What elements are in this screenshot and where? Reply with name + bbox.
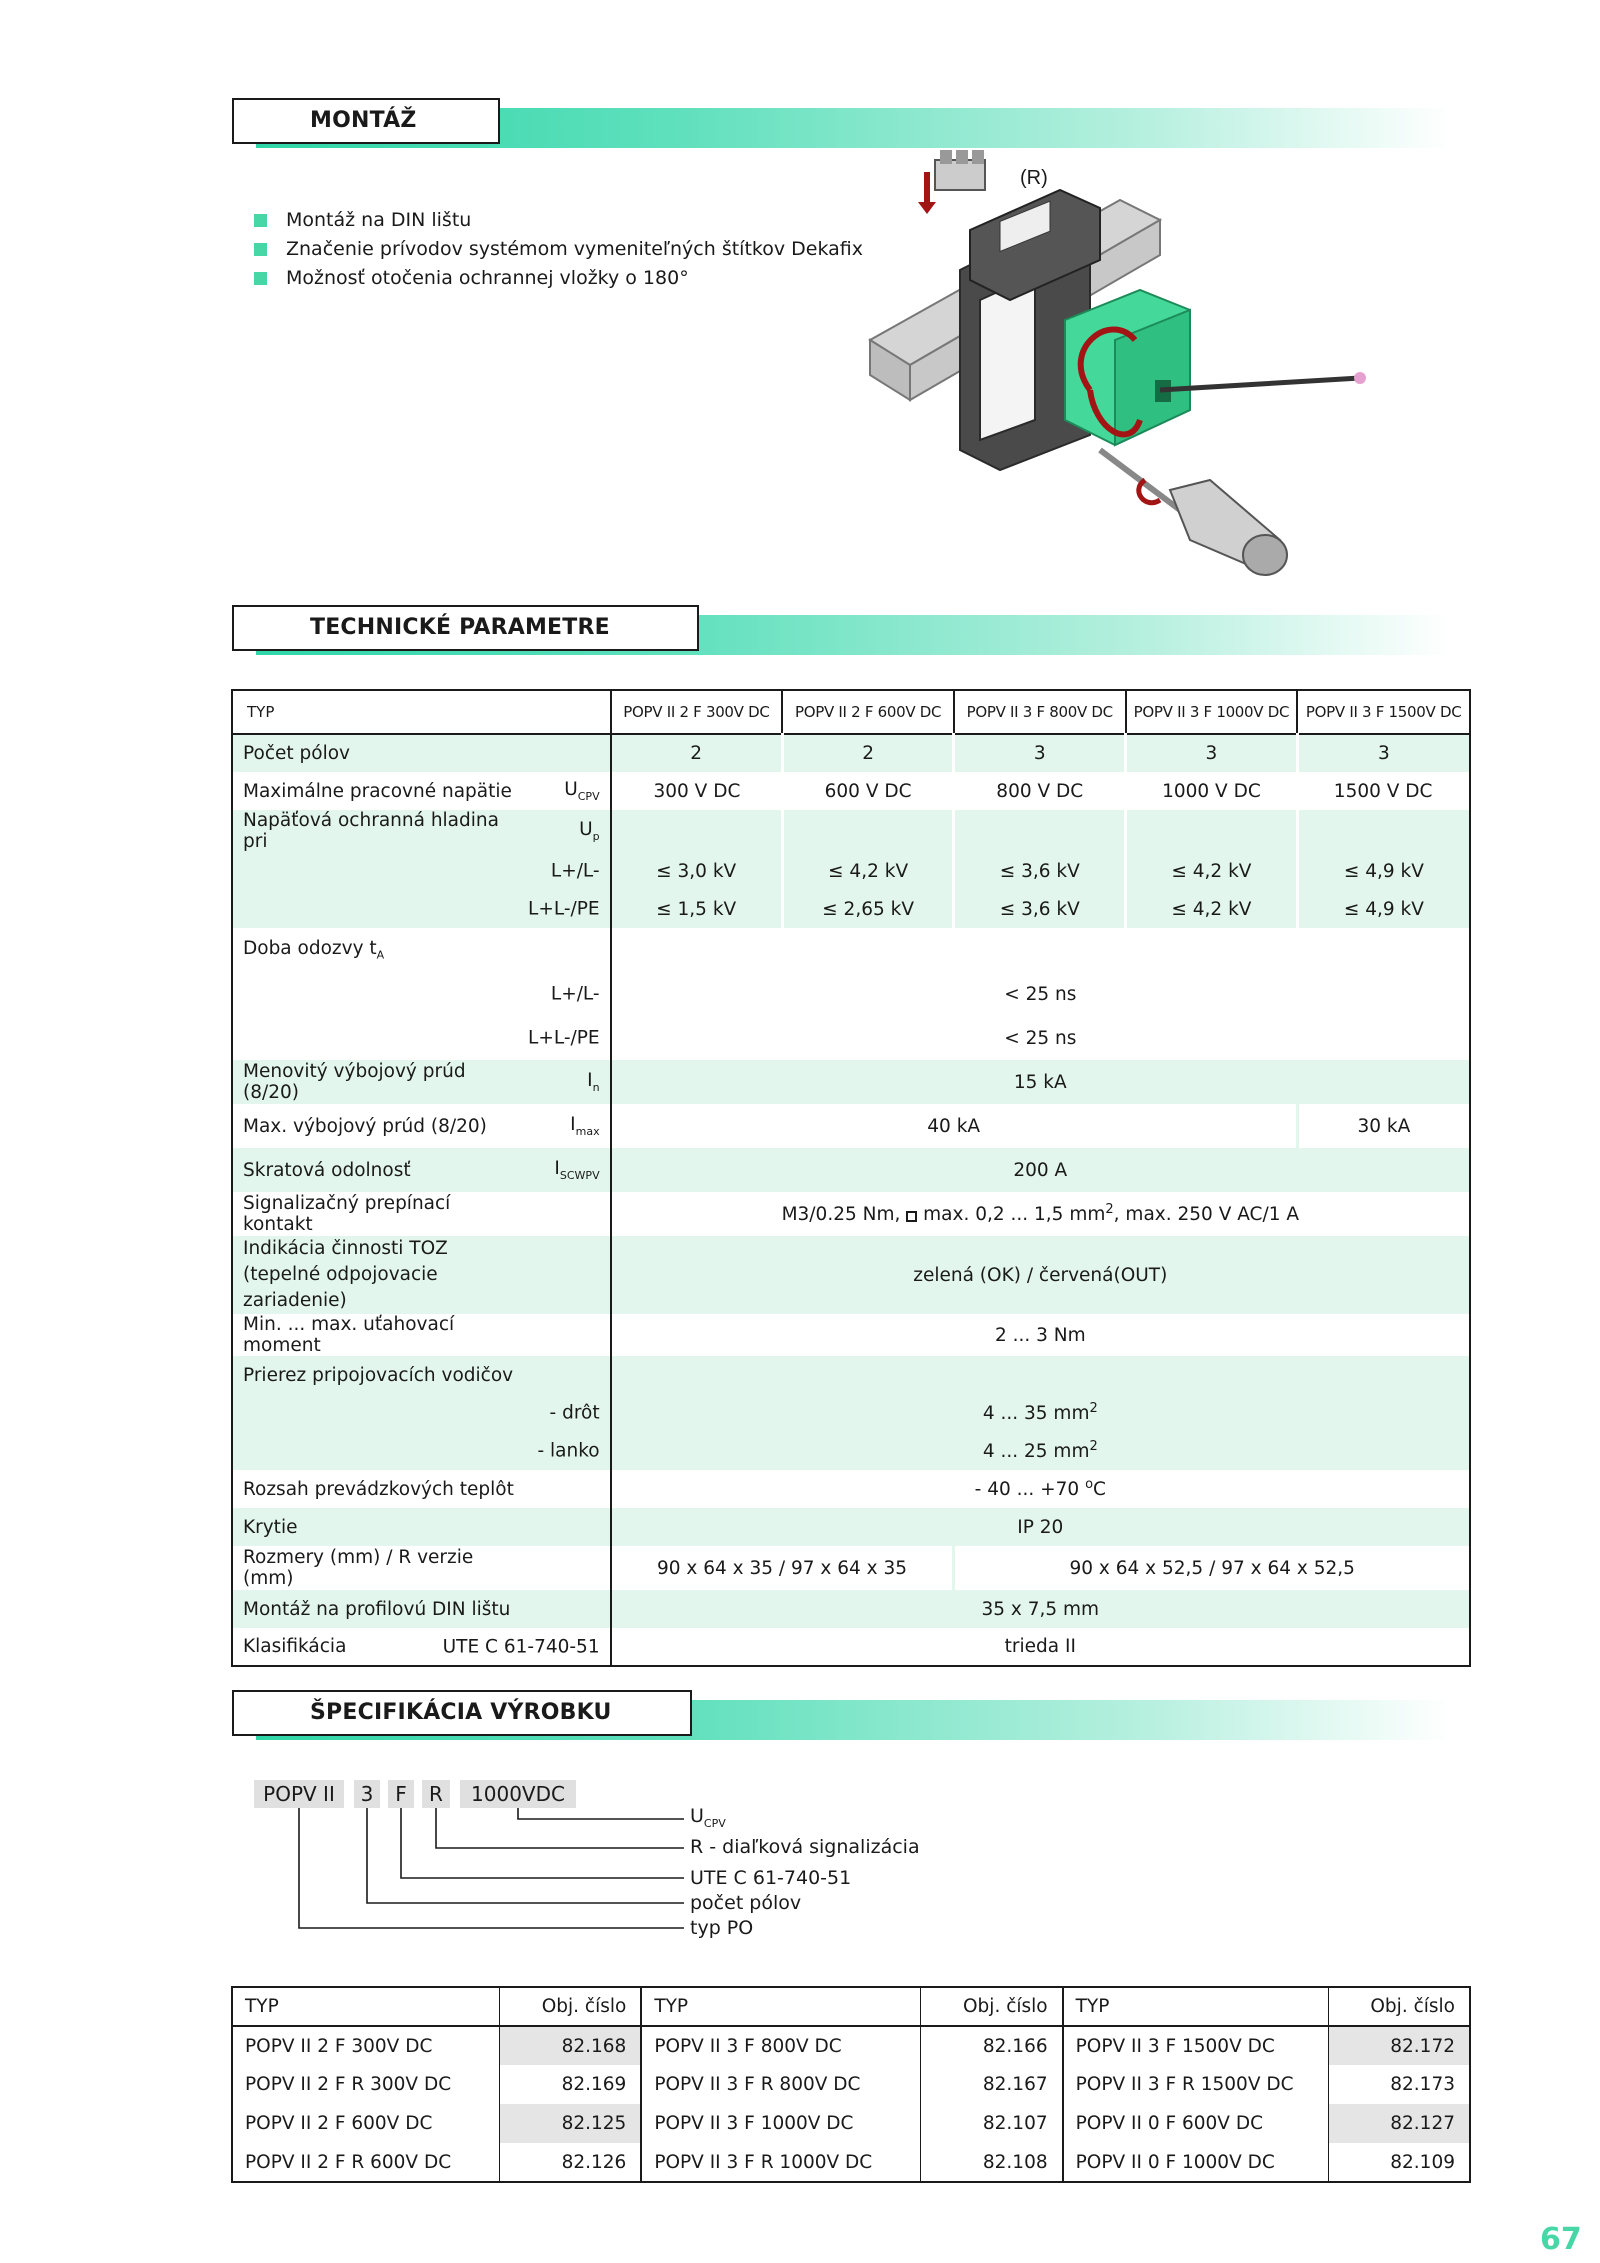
order-number-cell: 82.166 [921,2026,1063,2065]
cell-value: 2 [782,734,954,772]
section-header-montaz [232,98,1452,146]
feature-list [254,206,863,293]
row-label: Rozsah prevádzkových teplôt [232,1470,611,1508]
table-row [232,1060,1470,1104]
type-cell: POPV II 0 F 600V DC [1063,2104,1328,2143]
column-header: Obj. číslo [499,1987,641,2026]
row-label: Napäťová ochranná hladina pri $U_p$ [232,810,611,852]
type-cell: POPV II 3 F R 800V DC [641,2065,920,2104]
product-code-diagram [254,1780,974,1950]
table-row [232,2026,1470,2065]
type-cell: POPV II 3 F R 1000V DC [641,2143,920,2182]
desc-remote: R - diaľková signalizácia [690,1836,920,1858]
cell-value: 2 [611,734,783,772]
cell-value: 90 x 64 x 35 / 97 x 64 x 35 [656,1557,908,1579]
cell-value: 1500 V DC [1333,780,1433,802]
figure-label: (R) [1020,167,1048,189]
row-label: Signalizačný prepínací kontakt [232,1192,611,1236]
type-header: POPV II 2 F 300V DC [611,690,783,734]
page-number: 67 [1540,2222,1582,2257]
section-title: ŠPECIFIKÁCIA VÝROBKU [232,1690,692,1736]
table-row [232,928,1470,972]
row-label: Skratová odolnosť $I_{SCWPV}$ [232,1148,611,1192]
cell-value: ≤ 4,2 kV [782,852,954,890]
table-row [232,1192,1470,1236]
technical-parameters-table [231,689,1471,1667]
list-item: Montáž na DIN lištu [254,206,863,235]
row-label: Indikácia činnosti TOZ (tepelné odpojovacie zariadenie) [232,1236,611,1314]
section-header-tech [232,605,1452,653]
column-header: Obj. číslo [921,1987,1063,2026]
type-cell: POPV II 2 F 300V DC [245,2035,433,2057]
table-row [232,1314,1470,1356]
table-row [232,1470,1470,1508]
type-cell: POPV II 0 F 1000V DC [1063,2143,1328,2182]
table-header-row [232,690,1470,734]
cell-value: ≤ 4,2 kV [1126,852,1298,890]
row-label: Min. ... max. uťahovací moment [232,1314,611,1356]
connector-lines [254,1780,974,1950]
row-label: Maximálne pracovné napätie $U_{CPV}$ [232,772,611,810]
row-label: L+L-/PE [232,1016,611,1060]
row-label: L+L-/PE [232,890,611,928]
table-row [232,1148,1470,1192]
code-segment-type: POPV II [254,1780,344,1808]
cell-value: 1000 V DC [1162,780,1261,802]
table-row [232,852,1470,890]
row-label: Rozmery (mm) / R verzie (mm) [232,1546,611,1590]
table-row [232,1016,1470,1060]
section-title: MONTÁŽ [232,98,500,144]
table-row [232,734,1470,772]
type-cell: POPV II 3 F 1500V DC [1063,2026,1328,2065]
desc-type: typ PO [690,1917,754,1939]
type-header: POPV II 3 F 1000V DC [1126,690,1298,734]
order-number-cell: 82.169 [499,2065,641,2104]
type-cell: POPV II 3 F 800V DC [641,2026,920,2065]
type-cell: POPV II 3 F R 1500V DC [1063,2065,1328,2104]
bullet-square-icon [254,272,267,285]
cell-value: zelená (OK) / červená(OUT) [611,1236,1470,1314]
type-header: POPV II 3 F 1500V DC [1297,690,1470,734]
cell-value: 3 [1297,734,1470,772]
row-label: Doba odozvy $t_A$ [232,928,611,972]
order-number-cell: 82.172 [1328,2026,1470,2065]
column-header: TYP [232,1987,499,2026]
list-item: Značenie prívodov systémom vymeniteľných štítkov Dekafix [254,235,863,264]
code-segment-poles: 3 [354,1780,380,1808]
checkbox-square-icon [906,1211,917,1222]
order-number-cell: 82.107 [921,2104,1063,2143]
cell-value: 4 ... 35 $mm^2$ [611,1394,1470,1432]
table-row [232,810,1470,852]
table-header-row [232,1987,1470,2026]
desc-poles: počet pólov [690,1892,802,1914]
cell-value: 600 V DC [824,780,912,802]
order-number-cell: 82.173 [1328,2065,1470,2104]
column-header: Obj. číslo [1328,1987,1470,2026]
table-row [232,1104,1470,1148]
type-cell: POPV II 3 F 1000V DC [641,2104,920,2143]
cell-value: M3/0.25 Nm, max. 0,2 ... 1,5 $mm^2$, max. 250 V AC/1 A [781,1202,1300,1226]
type-header: POPV II 3 F 800V DC [954,690,1126,734]
section-title: TECHNICKÉ PARAMETRE [232,605,699,651]
cell-value: 3 [1126,734,1298,772]
typ-header: TYP [232,690,611,734]
row-label: L+/L- [232,852,611,890]
cell-value: ≤ 3,0 kV [611,852,783,890]
cell-value: ≤ 2,65 kV [782,890,954,928]
cell-value: 35 x 7,5 mm [611,1590,1470,1628]
type-header: POPV II 2 F 600V DC [782,690,954,734]
row-label: L+/L- [232,972,611,1016]
cell-value: ≤ 1,5 kV [611,890,783,928]
mounting-illustration [860,150,1380,610]
order-number-cell: 82.127 [1328,2104,1470,2143]
table-row [232,1356,1470,1394]
order-number-cell: 82.126 [499,2143,641,2182]
cell-value: 200 A [611,1148,1470,1192]
cell-value: 3 [954,734,1126,772]
type-cell: POPV II 2 F 600V DC [245,2113,433,2134]
table-row [232,2065,1470,2104]
type-cell: POPV II 2 F R 300V DC [245,2074,452,2095]
cell-value: < 25 ns [1004,983,1077,1005]
order-number-cell: 82.109 [1328,2143,1470,2182]
order-number-cell: 82.167 [921,2065,1063,2104]
cell-value: 4 ... 25 $mm^2$ [611,1432,1470,1470]
row-label: Klasifikácia UTE C 61-740-51 [232,1628,611,1666]
cell-value: IP 20 [611,1508,1470,1546]
cell-value: < 25 ns [1004,1027,1077,1049]
cell-value: trieda II [1004,1636,1076,1657]
table-row [232,1590,1470,1628]
row-label: Krytie [232,1508,611,1546]
table-row [232,1508,1470,1546]
cell-value: ≤ 3,6 kV [954,890,1126,928]
order-number-cell: 82.108 [921,2143,1063,2182]
order-number-cell: 82.125 [499,2104,641,2143]
cell-value: 300 V DC [653,780,741,802]
table-row [232,2104,1470,2143]
code-segment-remote: R [422,1780,450,1808]
section-header-spec [232,1690,1452,1738]
row-label: - lanko [232,1432,611,1470]
cell-value: ≤ 3,6 kV [954,852,1126,890]
order-number-cell: 82.168 [499,2026,641,2065]
table-row [232,2143,1470,2182]
cell-value: 90 x 64 x 52,5 / 97 x 64 x 52,5 [954,1546,1470,1590]
cell-value: ≤ 4,9 kV [1297,890,1470,928]
cell-value: 40 kA [927,1115,981,1137]
table-row [232,1236,1470,1314]
row-label: Prierez pripojovacích vodičov [232,1356,611,1394]
row-label: Menovitý výbojový prúd (8/20) $I_n$ [232,1060,611,1104]
row-label: Montáž na profilovú DIN lištu [232,1590,611,1628]
table-row [232,1394,1470,1432]
column-header: TYP [1063,1987,1328,2026]
cell-value: 15 kA [611,1060,1470,1104]
desc-ute: UTE C 61-740-51 [690,1867,852,1889]
cell-value: 800 V DC [996,780,1084,802]
table-row [232,972,1470,1016]
type-cell: POPV II 2 F R 600V DC [245,2151,452,2173]
table-row [232,772,1470,810]
table-row [232,1546,1470,1590]
cell-value: ≤ 4,2 kV [1126,890,1298,928]
table-row [232,890,1470,928]
column-header: TYP [641,1987,920,2026]
cell-value: - 40 ... +70 $^o$C [974,1477,1106,1501]
code-segment-ute: F [388,1780,414,1808]
desc-ucpv: $U_{CPV}$ [690,1805,726,1830]
table-row [232,1432,1470,1470]
bullet-square-icon [254,214,267,227]
bullet-square-icon [254,243,267,256]
cell-value: 30 kA [1297,1104,1470,1148]
row-label: - drôt [232,1394,611,1432]
order-number-table [231,1986,1471,2183]
cell-value: 2 ... 3 Nm [994,1324,1086,1346]
row-label: Max. výbojový prúd (8/20) $I_{max}$ [232,1104,611,1148]
row-label: Počet pólov [232,734,611,772]
code-segment-voltage: 1000VDC [460,1780,576,1808]
table-row [232,1628,1470,1666]
cell-value: ≤ 4,9 kV [1297,852,1470,890]
list-item: Možnosť otočenia ochrannej vložky o 180° [254,264,863,293]
